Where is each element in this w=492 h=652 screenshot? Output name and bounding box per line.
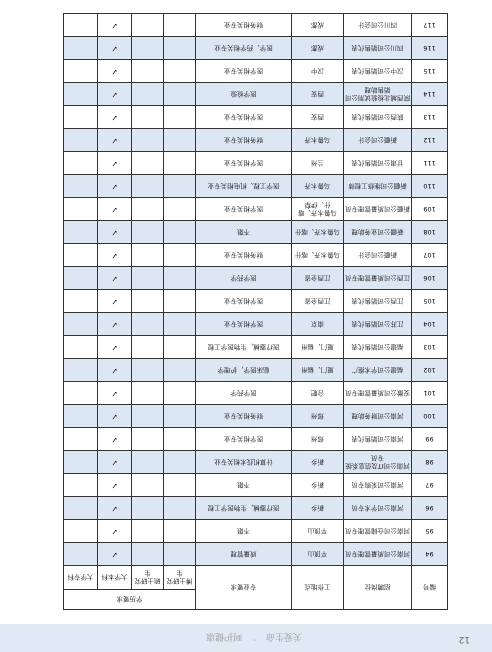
- cell-edu-college: [64, 129, 98, 152]
- cell-edu-bachelor: ✓: [98, 221, 132, 244]
- cell-edu-master: [132, 221, 164, 244]
- cell-no: 94: [412, 543, 448, 566]
- header-position: 招聘岗位: [344, 566, 412, 610]
- cell-edu-phd: [164, 175, 196, 198]
- cell-position: 河南公司IT及信息系统专员: [344, 451, 412, 474]
- page-number: 12: [458, 634, 470, 644]
- cell-major: 医学相关专业: [196, 106, 292, 129]
- cell-location: 江西全省: [292, 290, 344, 313]
- cell-edu-bachelor: ✓: [98, 336, 132, 359]
- cell-major: 医学、药学相关专业: [196, 37, 292, 60]
- cell-location: 乌鲁木齐、喀什: [292, 221, 344, 244]
- cell-edu-college: [64, 106, 98, 129]
- table-row: [64, 129, 448, 152]
- cell-position: 陕西公司销售代表: [344, 106, 412, 129]
- table-row: [64, 221, 448, 244]
- cell-edu-college: [64, 221, 98, 244]
- cell-edu-phd: [164, 497, 196, 520]
- cell-location: 西安: [292, 83, 344, 106]
- cell-edu-bachelor: ✓: [98, 520, 132, 543]
- header-no: 编号: [412, 566, 448, 610]
- cell-edu-master: [132, 382, 164, 405]
- table-row: [64, 520, 448, 543]
- cell-edu-bachelor: ✓: [98, 313, 132, 336]
- cell-edu-phd: [164, 60, 196, 83]
- cell-no: 113: [412, 106, 448, 129]
- footer-slogan-right: 呵护健康: [205, 631, 242, 641]
- cell-no: 102: [412, 359, 448, 382]
- cell-no: 116: [412, 37, 448, 60]
- cell-edu-phd: [164, 152, 196, 175]
- cell-position: 新疆公司业务助理: [344, 221, 412, 244]
- cell-edu-phd: [164, 382, 196, 405]
- cell-edu-phd: [164, 106, 196, 129]
- cell-edu-master: [132, 244, 164, 267]
- cell-edu-bachelor: ✓: [98, 359, 132, 382]
- header-edu-phd: 博士研究生: [164, 566, 196, 590]
- cell-no: 105: [412, 290, 448, 313]
- cell-edu-master: [132, 175, 164, 198]
- cell-edu-college: [64, 382, 98, 405]
- cell-position: 江苏公司销售代表: [344, 313, 412, 336]
- cell-edu-bachelor: ✓: [98, 198, 132, 221]
- cell-major: 财务相关专业: [196, 129, 292, 152]
- cell-edu-college: [64, 543, 98, 566]
- cell-major: 医学相关专业: [196, 313, 292, 336]
- cell-major: 医学相关专业: [196, 60, 292, 83]
- cell-major: 不限: [196, 221, 292, 244]
- cell-edu-phd: [164, 313, 196, 336]
- cell-edu-master: [132, 83, 164, 106]
- cell-edu-bachelor: ✓: [98, 83, 132, 106]
- table-row: [64, 313, 448, 336]
- cell-edu-college: [64, 60, 98, 83]
- cell-major: 财务相关专业: [196, 244, 292, 267]
- cell-location: 厦门、福州: [292, 359, 344, 382]
- cell-edu-college: [64, 451, 98, 474]
- table-row: [64, 382, 448, 405]
- cell-location: 新乡: [292, 497, 344, 520]
- cell-edu-phd: [164, 37, 196, 60]
- cell-location: 南京: [292, 313, 344, 336]
- cell-no: 107: [412, 244, 448, 267]
- cell-edu-college: [64, 520, 98, 543]
- cell-edu-master: [132, 198, 164, 221]
- cell-location: 郑州: [292, 405, 344, 428]
- table-row: [64, 152, 448, 175]
- cell-no: 95: [412, 520, 448, 543]
- cell-edu-college: [64, 428, 98, 451]
- table-row: [64, 83, 448, 106]
- header-location: 工作地点: [292, 566, 344, 610]
- cell-major: 医学检验: [196, 83, 292, 106]
- cell-no: 106: [412, 267, 448, 290]
- cell-location: 西安: [292, 106, 344, 129]
- page-footer: [0, 624, 492, 652]
- cell-edu-master: [132, 290, 164, 313]
- cell-edu-master: [132, 497, 164, 520]
- header-edu-bachelor: 大学本科: [98, 566, 132, 590]
- cell-edu-bachelor: ✓: [98, 175, 132, 198]
- cell-no: 110: [412, 175, 448, 198]
- cell-edu-bachelor: ✓: [98, 497, 132, 520]
- cell-edu-master: [132, 37, 164, 60]
- cell-edu-phd: [164, 129, 196, 152]
- cell-edu-college: [64, 14, 98, 37]
- cell-location: 汉中: [292, 60, 344, 83]
- header-edu-college: 大学专科: [64, 566, 98, 590]
- cell-edu-master: [132, 267, 164, 290]
- table-row: [64, 336, 448, 359]
- cell-edu-phd: [164, 198, 196, 221]
- cell-edu-phd: [164, 336, 196, 359]
- footer-slogan-dot: ·: [253, 634, 256, 644]
- cell-position: 福建公司学术推广: [344, 359, 412, 382]
- cell-major: 医学相关专业: [196, 428, 292, 451]
- cell-edu-bachelor: ✓: [98, 14, 132, 37]
- cell-major: 医学药学: [196, 267, 292, 290]
- header-edu-master: 硕士研究生: [132, 566, 164, 590]
- cell-major: 财务相关专业: [196, 405, 292, 428]
- cell-edu-master: [132, 451, 164, 474]
- cell-position: 新疆公司会计: [344, 129, 412, 152]
- cell-location: 郑州: [292, 428, 344, 451]
- table-row: [64, 290, 448, 313]
- cell-major: 医疗器械，生物医学工程: [196, 497, 292, 520]
- cell-position: 福建公司销售代表: [344, 336, 412, 359]
- cell-no: 114: [412, 83, 448, 106]
- cell-edu-phd: [164, 221, 196, 244]
- table-row: [64, 198, 448, 221]
- cell-no: 112: [412, 129, 448, 152]
- cell-edu-college: [64, 474, 98, 497]
- table-row: [64, 428, 448, 451]
- header-major: 专业要求: [196, 566, 292, 610]
- cell-major: 质量管理: [196, 543, 292, 566]
- cell-edu-phd: [164, 14, 196, 37]
- cell-location: 乌鲁木齐、喀什: [292, 244, 344, 267]
- cell-major: 不限: [196, 520, 292, 543]
- table-body: [64, 14, 448, 566]
- cell-location: 平顶山: [292, 543, 344, 566]
- cell-no: 96: [412, 497, 448, 520]
- cell-edu-master: [132, 428, 164, 451]
- cell-position: 四川公司会计: [344, 14, 412, 37]
- cell-major: 医学药学: [196, 382, 292, 405]
- cell-edu-master: [132, 520, 164, 543]
- cell-edu-phd: [164, 520, 196, 543]
- cell-edu-master: [132, 14, 164, 37]
- cell-edu-master: [132, 543, 164, 566]
- cell-edu-master: [132, 359, 164, 382]
- cell-position: 河南公司采购专员: [344, 474, 412, 497]
- cell-edu-bachelor: ✓: [98, 244, 132, 267]
- cell-edu-bachelor: ✓: [98, 543, 132, 566]
- cell-position: 河南公司仓储管理专员: [344, 520, 412, 543]
- cell-location: 平顶山: [292, 520, 344, 543]
- cell-edu-college: [64, 267, 98, 290]
- cell-edu-college: [64, 37, 98, 60]
- cell-location: 合肥: [292, 382, 344, 405]
- cell-edu-college: [64, 244, 98, 267]
- cell-edu-bachelor: ✓: [98, 267, 132, 290]
- cell-edu-phd: [164, 267, 196, 290]
- cell-edu-master: [132, 106, 164, 129]
- cell-location: 新乡: [292, 451, 344, 474]
- table-row: [64, 37, 448, 60]
- cell-edu-bachelor: ✓: [98, 106, 132, 129]
- cell-edu-bachelor: ✓: [98, 290, 132, 313]
- cell-major: 医学相关专业: [196, 152, 292, 175]
- cell-edu-bachelor: ✓: [98, 405, 132, 428]
- cell-major: 医学相关专业: [196, 198, 292, 221]
- cell-location: 江西全省: [292, 267, 344, 290]
- cell-no: 103: [412, 336, 448, 359]
- cell-edu-master: [132, 60, 164, 83]
- table-row: [64, 543, 448, 566]
- cell-edu-phd: [164, 244, 196, 267]
- cell-edu-bachelor: ✓: [98, 474, 132, 497]
- table-row: [64, 359, 448, 382]
- cell-position: 汉中公司销售代表: [344, 60, 412, 83]
- cell-location: 兰州: [292, 152, 344, 175]
- cell-edu-master: [132, 405, 164, 428]
- table-row: [64, 244, 448, 267]
- cell-position: 河南公司销售代表: [344, 428, 412, 451]
- cell-major: 计算机技术相关专业: [196, 451, 292, 474]
- cell-edu-master: [132, 336, 164, 359]
- table-row: [64, 405, 448, 428]
- cell-edu-phd: [164, 543, 196, 566]
- cell-edu-bachelor: ✓: [98, 37, 132, 60]
- table-row: [64, 106, 448, 129]
- cell-location: 成都: [292, 37, 344, 60]
- cell-no: 97: [412, 474, 448, 497]
- cell-position: 甘肃公司销售代表: [344, 152, 412, 175]
- cell-location: 成都: [292, 14, 344, 37]
- cell-location: 乌鲁木齐: [292, 129, 344, 152]
- cell-edu-bachelor: ✓: [98, 382, 132, 405]
- cell-position: 安徽公司质量管理专员: [344, 382, 412, 405]
- cell-location: 厦门、福州: [292, 336, 344, 359]
- cell-edu-phd: [164, 359, 196, 382]
- cell-no: 100: [412, 405, 448, 428]
- table-row: [64, 474, 448, 497]
- cell-edu-bachelor: ✓: [98, 60, 132, 83]
- cell-edu-master: [132, 129, 164, 152]
- cell-edu-college: [64, 198, 98, 221]
- header-edu-group: 学历要求: [64, 590, 196, 610]
- table-row: [64, 451, 448, 474]
- cell-no: 108: [412, 221, 448, 244]
- cell-position: 新疆公司会计: [344, 244, 412, 267]
- cell-no: 109: [412, 198, 448, 221]
- cell-edu-phd: [164, 474, 196, 497]
- cell-position: 陕西城北检验试剂公司销售助理: [344, 83, 412, 106]
- table-row: [64, 175, 448, 198]
- cell-no: 115: [412, 60, 448, 83]
- cell-location: 乌鲁木齐、喀什、伊犁: [292, 198, 344, 221]
- cell-edu-college: [64, 83, 98, 106]
- cell-location: 乌鲁木齐: [292, 175, 344, 198]
- table-header-row: [64, 590, 448, 610]
- cell-location: 新乡: [292, 474, 344, 497]
- cell-edu-college: [64, 152, 98, 175]
- cell-edu-phd: [164, 83, 196, 106]
- cell-major: 医学工程、机电相关专业: [196, 175, 292, 198]
- table-row: [64, 497, 448, 520]
- table-row: [64, 60, 448, 83]
- cell-no: 104: [412, 313, 448, 336]
- cell-position: 河南公司学术专员: [344, 497, 412, 520]
- cell-edu-college: [64, 336, 98, 359]
- cell-edu-phd: [164, 290, 196, 313]
- cell-edu-college: [64, 405, 98, 428]
- cell-edu-master: [132, 313, 164, 336]
- cell-edu-master: [132, 474, 164, 497]
- cell-position: 江西公司质量管理专员: [344, 267, 412, 290]
- cell-no: 111: [412, 152, 448, 175]
- cell-major: 医学相关专业: [196, 290, 292, 313]
- cell-major: 财务相关专业: [196, 14, 292, 37]
- cell-no: 99: [412, 428, 448, 451]
- cell-edu-bachelor: ✓: [98, 451, 132, 474]
- cell-edu-college: [64, 175, 98, 198]
- cell-edu-bachelor: ✓: [98, 129, 132, 152]
- cell-position: 河南公司质量管理专员: [344, 543, 412, 566]
- cell-position: 河南公司财务助理: [344, 405, 412, 428]
- cell-position: 新疆公司质量管理专员: [344, 198, 412, 221]
- cell-no: 101: [412, 382, 448, 405]
- cell-edu-bachelor: ✓: [98, 428, 132, 451]
- cell-edu-college: [64, 313, 98, 336]
- table-row: [64, 267, 448, 290]
- cell-edu-college: [64, 359, 98, 382]
- cell-position: 四川公司销售代表: [344, 37, 412, 60]
- cell-edu-bachelor: ✓: [98, 152, 132, 175]
- footer-slogan-left: 关爱生命: [265, 631, 302, 641]
- cell-edu-college: [64, 497, 98, 520]
- cell-position: 江西公司销售代表: [344, 290, 412, 313]
- cell-edu-master: [132, 152, 164, 175]
- cell-edu-phd: [164, 405, 196, 428]
- cell-major: 临床医学，护理学: [196, 359, 292, 382]
- cell-edu-phd: [164, 428, 196, 451]
- cell-position: 新疆公司维修工程师: [344, 175, 412, 198]
- table-row: [64, 14, 448, 37]
- recruitment-table: [63, 13, 448, 610]
- cell-edu-phd: [164, 451, 196, 474]
- cell-no: 117: [412, 14, 448, 37]
- cell-edu-college: [64, 290, 98, 313]
- cell-major: 不限: [196, 474, 292, 497]
- cell-major: 医疗器械，生物医学工程: [196, 336, 292, 359]
- cell-no: 98: [412, 451, 448, 474]
